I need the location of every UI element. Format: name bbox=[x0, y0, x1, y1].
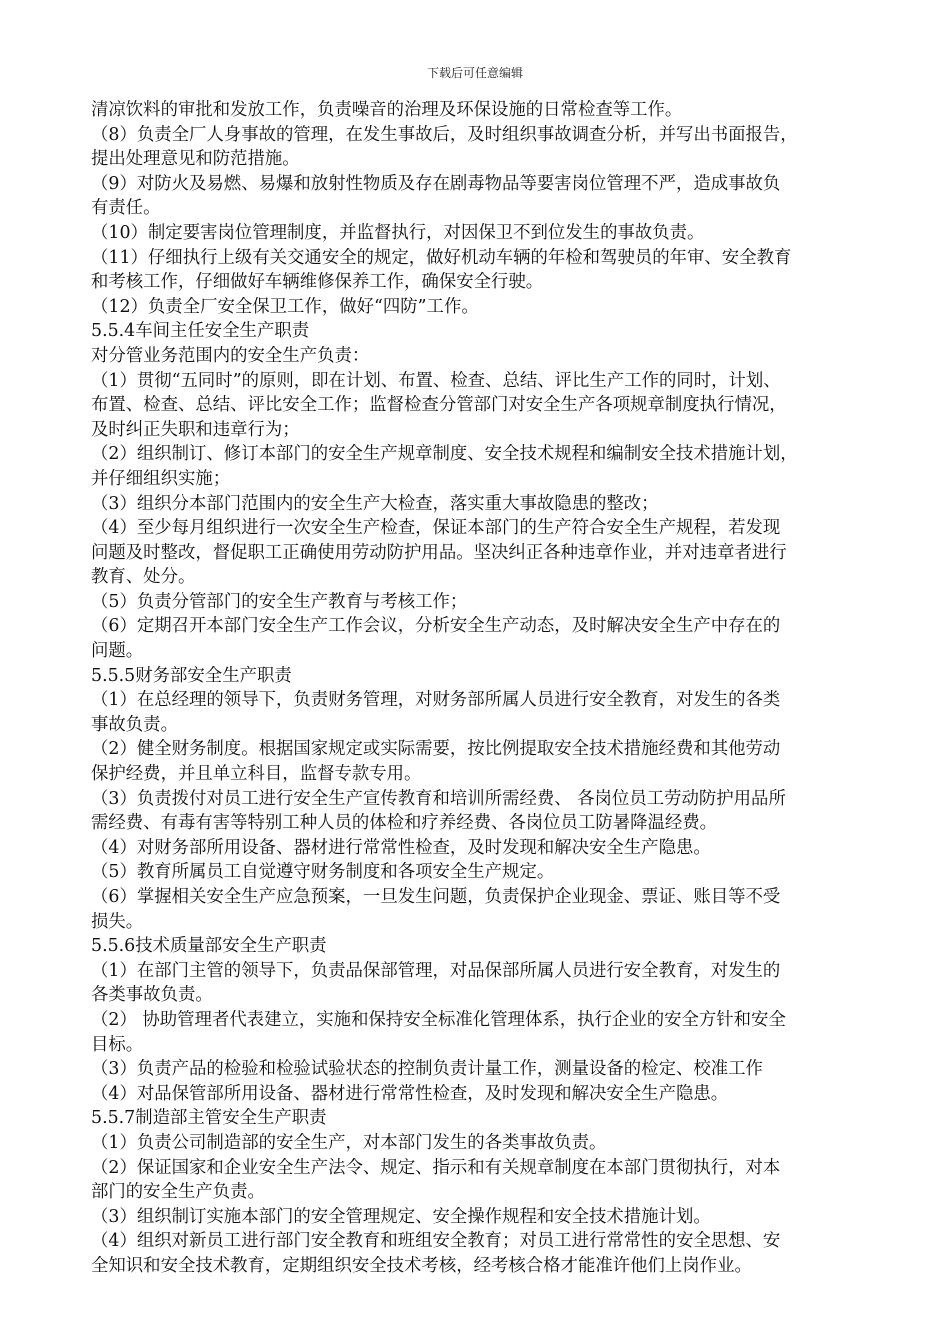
text-line: 问题。 bbox=[91, 641, 144, 662]
section-heading: 5.5.5财务部安全生产职责 bbox=[91, 665, 292, 686]
text-line: （4）对财务部所用设备、器材进行常常性检查，及时发现和解决安全生产隐患。 bbox=[91, 837, 711, 858]
text-line: （4）组织对新员工进行部门安全教育和班组安全教育；对员工进行常常性的安全思想、安 bbox=[91, 1231, 781, 1252]
text-line: 问题及时整改，督促职工正确使用劳动防护用品。坚决纠正各种违章作业，并对违章者进行 bbox=[91, 542, 787, 563]
text-line: 对分管业务范围内的安全生产负责： bbox=[91, 345, 370, 366]
text-line: 清凉饮料的审批和发放工作，负责噪音的治理及环保设施的日常检查等工作。 bbox=[91, 100, 683, 120]
text-line: （1）在总经理的领导下，负责财务管理，对财务部所属人员进行安全教育，对发生的各类 bbox=[91, 690, 781, 711]
text-line: 需经费、有毒有害等特别工种人员的体检和疗养经费、各岗位员工防暑降温经费。 bbox=[91, 813, 718, 834]
text-line: （3）组织分本部门范围内的安全生产大检查，落实重大事故隐患的整改； bbox=[91, 493, 659, 514]
text-line: 提出处理意见和防范措施。 bbox=[91, 149, 300, 170]
document-body bbox=[91, 98, 871, 1279]
text-line: （2）组织制订、修订本部门的安全生产规章制度、安全技术规程和编制安全技术措施计划， bbox=[91, 444, 798, 465]
text-line: （4）至少每月组织进行一次安全生产检查，保证本部门的生产符合安全生产规程，若发现 bbox=[91, 518, 781, 539]
text-line: 有责任。 bbox=[91, 198, 161, 219]
text-line: （5）教育所属员工自觉遵守财务制度和各项安全生产规定。 bbox=[91, 862, 555, 883]
text-line: （8）负责全厂人身事故的管理，在发生事故后，及时组织事故调查分析，并写出书面报告， bbox=[91, 124, 798, 145]
text-line: （4）对品保管部所用设备、器材进行常常性检查，及时发现和解决安全生产隐患。 bbox=[91, 1083, 729, 1104]
text-line: 部门的安全生产负责。 bbox=[91, 1182, 265, 1203]
text-line: （6）掌握相关安全生产应急预案，一旦发生问题，负责保护企业现金、票证、账目等不受 bbox=[91, 887, 781, 907]
text-line: 及时纠正失职和违章行为； bbox=[91, 419, 300, 440]
text-line: （1）负责公司制造部的安全生产，对本部门发生的各类事故负责。 bbox=[91, 1132, 607, 1153]
text-line: 损失。 bbox=[91, 911, 144, 932]
text-line: （6）定期召开本部门安全生产工作会议，分析安全生产动态，及时解决安全生产中存在的 bbox=[91, 616, 781, 637]
text-line: （3）负责产品的检验和检验试验状态的控制负责计量工作，测量设备的检定、校准工作 bbox=[91, 1059, 763, 1080]
text-line: 和考核工作，仔细做好车辆维修保养工作，确保安全行驶。 bbox=[91, 272, 544, 293]
text-line: 全知识和安全技术教育，定期组织安全技术考核，经考核合格才能准许他们上岗作业。 bbox=[91, 1255, 752, 1276]
text-line: 布置、检查、总结、评比安全工作；监督检查分管部门对安全生产各项规章制度执行情况， bbox=[91, 395, 787, 416]
text-line: 各类事故负责。 bbox=[91, 985, 213, 1006]
text-line: （11）仔细执行上级有关交通安全的规定，做好机动车辆的年检和驾驶员的年审、安全教育 bbox=[91, 247, 792, 268]
text-line: 事故负责。 bbox=[91, 714, 178, 735]
text-line: （3）组织制订实施本部门的安全管理规定、安全操作规程和安全技术措施计划。 bbox=[91, 1206, 711, 1227]
text-line: （3）负责拨付对员工进行安全生产宣传教育和培训所需经费、 各岗位员工劳动防护用品所 bbox=[91, 788, 786, 809]
page-header: 下载后可任意编辑 bbox=[426, 66, 523, 80]
text-line: 并仔细组织实施； bbox=[91, 468, 231, 489]
section-heading: 5.5.4车间主任安全生产职责 bbox=[91, 321, 310, 342]
text-line: 教育、处分。 bbox=[91, 567, 196, 588]
text-line: （2）保证国家和企业安全生产法令、规定、指示和有关规章制度在本部门贯彻执行，对本 bbox=[91, 1157, 781, 1178]
text-line: （2） 协助管理者代表建立，实施和保持安全标准化管理体系，执行企业的安全方针和安全 bbox=[91, 1009, 786, 1030]
text-line: （1）贯彻“五同时”的原则，即在计划、布置、检查、总结、评比生产工作的同时，计划、 bbox=[91, 370, 781, 391]
text-line: 目标。 bbox=[91, 1034, 144, 1055]
text-line: （12）负责全厂安全保卫工作，做好“四防”工作。 bbox=[91, 296, 479, 317]
section-heading: 5.5.6技术质量部安全生产职责 bbox=[91, 936, 327, 957]
text-line: （1）在部门主管的领导下，负责品保部管理，对品保部所属人员进行安全教育，对发生的 bbox=[91, 960, 781, 981]
text-line: （2）健全财务制度。根据国家规定或实际需要，按比例提取安全技术措施经费和其他劳动 bbox=[91, 739, 781, 760]
text-line: （9）对防火及易燃、易爆和放射性物质及存在剧毒物品等要害岗位管理不严，造成事故负 bbox=[91, 173, 781, 194]
text-line: （5）负责分管部门的安全生产教育与考核工作； bbox=[91, 591, 468, 612]
section-heading: 5.5.7制造部主管安全生产职责 bbox=[91, 1108, 327, 1129]
text-line: 保护经费，并且单立科目，监督专款专用。 bbox=[91, 764, 422, 785]
text-line: （10）制定要害岗位管理制度，并监督执行，对因保卫不到位发生的事故负责。 bbox=[91, 222, 705, 243]
